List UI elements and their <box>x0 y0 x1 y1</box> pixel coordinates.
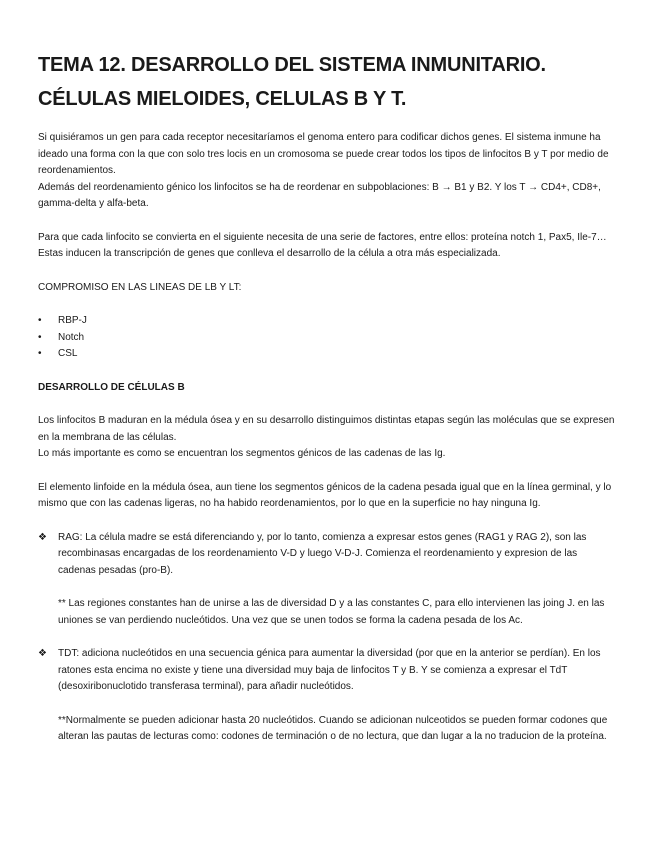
bullet-icon: • <box>38 315 42 326</box>
tdt-item <box>38 646 615 696</box>
page-title <box>38 48 615 116</box>
list-item-text: CSL <box>58 348 78 359</box>
desarrollo-b-heading: DESARROLLO DE CÉLULAS B <box>38 381 185 393</box>
intro-paragraph-2: Además del reordenamiento génico los linfocitos se ha de reordenar en subpoblaciones: B → B1 y B2. Y los T → CD4+, CD8+, gamma-delta y alfa-beta. <box>38 181 601 209</box>
rag-item <box>38 530 615 580</box>
title-line-2: CÉLULAS MIELOIDES, CELULAS B Y T. <box>38 88 407 110</box>
list-item <box>38 313 615 330</box>
list-item <box>38 330 615 347</box>
intro-paragraph-3: Para que cada linfocito se convierta en el siguiente necesita de una serie de factores, entre ellos: proteína notch 1, Pax5, Ile-7… Estas inducen la transcripción de genes que conlleva el desarrollo de la célula a otra más especializada. <box>38 231 607 259</box>
compromiso-list <box>38 313 615 363</box>
intro-section <box>38 130 615 263</box>
tdt-text: TDT: adiciona nucleótidos en una secuencia génica para aumentar la diversidad (por que en la anterior se perdían). En los ratones esta encima no existe y tiene una diversidad muy baja de linfocitos T y B. Y se comienza a expresar el TdT (desoxiribonuclotido transferasa terminal), para añadir nucleótidos. <box>58 648 601 692</box>
bullet-icon: • <box>38 331 42 343</box>
diamond-bullet-icon: ❖ <box>38 648 47 659</box>
title-line-1: TEMA 12. DESARROLLO DEL SISTEMA INMUNITARIO. <box>38 54 546 76</box>
rag-note: ** Las regiones constantes han de unirse a las de diversidad D y a las constantes C, para ello intervienen las joing J. en las uniones se van perdiendo nucleótidos. Una vez que se unen todos se forma la cadena pesada de los Ac. <box>58 598 605 626</box>
desarrollo-b-paragraph-1: Los linfocitos B maduran en la médula ósea y en su desarrollo distinguimos distintas etapas según las moléculas que se expresen en la membrana de las células. <box>38 415 615 443</box>
tdt-note: **Normalmente se pueden adicionar hasta 20 nucleótidos. Cuando se adicionan nulceotidos se pueden formar codones que alteran las pautas de lecturas como: codones de terminación o de no lectura, que dan lugar a la no traducion de la proteína. <box>58 714 608 742</box>
desarrollo-b-paragraph-3: El elemento linfoide en la médula ósea, aun tiene los segmentos génicos de la cadena pesada igual que en la línea germinal, y lo mismo que con las cadenas ligeras, no ha habido reordenamientos, por lo que en la superficie no hay ninguna Ig. <box>38 481 612 509</box>
rag-text: RAG: La célula madre se está diferenciando y, por lo tanto, comienza a expresar estos genes (RAG1 y RAG 2), son las recombinasas encargadas de los reordenamiento V-D y luego V-D-J. Comienza el reordenamiento y expresion de las cadenas pesadas (pro-B). <box>58 531 587 576</box>
compromiso-heading: COMPROMISO EN LAS LINEAS DE LB Y LT: <box>38 281 242 293</box>
desarrollo-b-section <box>38 413 615 513</box>
diamond-bullet-icon: ❖ <box>38 531 47 543</box>
intro-paragraph-1: Si quisiéramos un gen para cada receptor necesitaríamos el genoma entero para codificar dichos genes. El sistema inmune ha ideado una forma con la que con solo tres locis en un cromosoma se puede crear todos los tipos de linfocitos B y T por medio de reordenamientos. <box>38 132 609 176</box>
bullet-icon: • <box>38 348 42 359</box>
desarrollo-b-paragraph-2: Lo más importante es como se encuentran los segmentos génicos de las cadenas de las Ig. <box>38 448 446 459</box>
list-item-text: Notch <box>58 331 85 343</box>
list-item <box>38 346 615 363</box>
list-item-text: RBP-J <box>58 315 87 326</box>
